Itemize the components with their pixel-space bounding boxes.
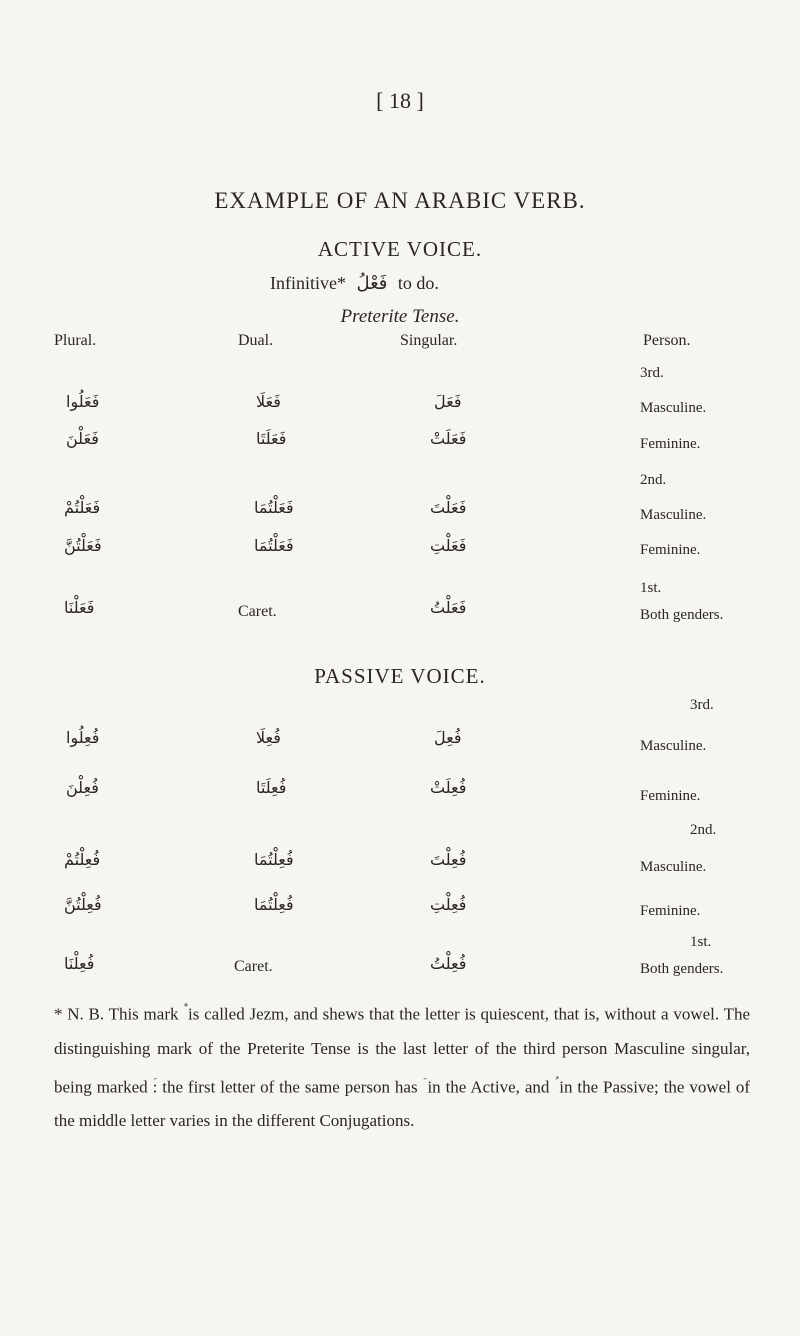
active-third-fem-plural: فَعَلْنَ	[66, 429, 99, 448]
page-number: [ 18 ]	[376, 88, 424, 113]
infinitive-line	[270, 273, 439, 294]
active-second-fem-person: Feminine.	[640, 542, 701, 558]
passive-first-plural: فُعِلْنَا	[64, 954, 95, 973]
active-third-masc-dual: فَعَلَا	[256, 392, 281, 411]
active-second-fem-dual: فَعَلْتُمَا	[254, 536, 294, 555]
passive-second-masc-person: Masculine.	[640, 859, 707, 875]
column-singular: Singular.	[400, 332, 458, 349]
passive-first-heading: 1st.	[690, 934, 712, 950]
passive-third-fem-singular: فُعِلَتْ	[430, 778, 467, 797]
active-second-fem-singular: فَعَلْتِ	[430, 536, 467, 555]
infinitive-label: Infinitive*	[270, 273, 346, 293]
active-third-masc-person: Masculine.	[640, 400, 707, 416]
footnote-text-1: is called Jezm, and shews that the letter is quiescent, that is, without a vowel. The distinguishing mark of the Preterite Tense is the last letter of the third person Masculine singular, being marked	[54, 1004, 751, 1097]
passive-first-dual: Caret.	[234, 958, 273, 975]
active-third-fem-person: Feminine.	[640, 436, 701, 452]
active-second-heading: 2nd.	[640, 472, 667, 488]
active-second-fem-plural: فَعَلْتُنَّ	[64, 536, 102, 555]
passive-first-person: Both genders.	[640, 961, 724, 977]
passive-third-masc-person: Masculine.	[640, 738, 707, 754]
passive-second-masc-dual: فُعِلْتُمَا	[254, 850, 294, 869]
footnote-text-4: in the Passive; the vowel of the middle letter varies in the different Conjugations.	[54, 1077, 751, 1131]
active-first-dual: Caret.	[238, 603, 277, 620]
active-second-masc-dual: فَعَلْتُمَا	[254, 498, 294, 517]
active-second-masc-singular: فَعَلْتَ	[430, 498, 467, 517]
passive-third-fem-dual: فُعِلَتَا	[256, 778, 287, 797]
infinitive-gloss: to do.	[397, 273, 439, 293]
passive-second-masc-singular: فُعِلْتَ	[430, 850, 467, 869]
column-dual: Dual.	[238, 332, 274, 349]
column-person: Person.	[643, 332, 691, 349]
footnote-text-3: in the Active, and	[427, 1077, 550, 1097]
passive-third-fem-plural: فُعِلْنَ	[66, 778, 99, 797]
passive-second-fem-dual: فُعِلْتُمَا	[254, 895, 294, 914]
active-first-singular: فَعَلْتُ	[430, 598, 467, 617]
passive-first-singular: فُعِلْتُ	[430, 954, 467, 973]
passive-third-heading: 3rd.	[690, 697, 714, 713]
active-third-heading: 3rd.	[640, 365, 664, 381]
tense-heading: Preterite Tense.	[340, 306, 460, 327]
passive-third-fem-person: Feminine.	[640, 788, 701, 804]
footnote	[54, 993, 750, 1138]
active-second-masc-plural: فَعَلْتُمْ	[64, 498, 101, 517]
active-third-fem-singular: فَعَلَتْ	[430, 429, 467, 448]
active-third-masc-plural: فَعَلُوا	[66, 392, 100, 411]
passive-second-heading: 2nd.	[690, 822, 717, 838]
active-first-plural: فَعَلْنَا	[64, 598, 95, 617]
column-plural: Plural.	[54, 332, 97, 349]
passive-third-masc-dual: فُعِلَا	[256, 728, 281, 747]
passive-second-fem-person: Feminine.	[640, 903, 701, 919]
active-third-masc-singular: فَعَلَ	[434, 392, 462, 411]
passive-second-masc-plural: فُعِلْتُمْ	[64, 850, 101, 869]
infinitive-arabic: فَعْلُ	[356, 273, 388, 294]
active-second-masc-person: Masculine.	[640, 507, 707, 523]
passive-third-masc-plural: فُعِلُوا	[66, 728, 100, 747]
passive-second-fem-plural: فُعِلْتُنَّ	[64, 895, 102, 914]
footnote-lead: * N. B. This mark	[54, 1004, 179, 1024]
active-first-heading: 1st.	[640, 580, 662, 596]
footnote-text-2: : the first letter of the same person has	[152, 1077, 418, 1097]
page-title: EXAMPLE OF AN ARABIC VERB.	[214, 188, 586, 213]
active-third-fem-dual: فَعَلَتَا	[256, 429, 287, 448]
active-first-person: Both genders.	[640, 607, 724, 623]
passive-second-fem-singular: فُعِلْتِ	[430, 895, 467, 914]
active-voice-heading: ACTIVE VOICE.	[317, 237, 483, 261]
passive-voice-heading: PASSIVE VOICE.	[314, 664, 486, 688]
passive-third-masc-singular: فُعِلَ	[434, 728, 462, 747]
